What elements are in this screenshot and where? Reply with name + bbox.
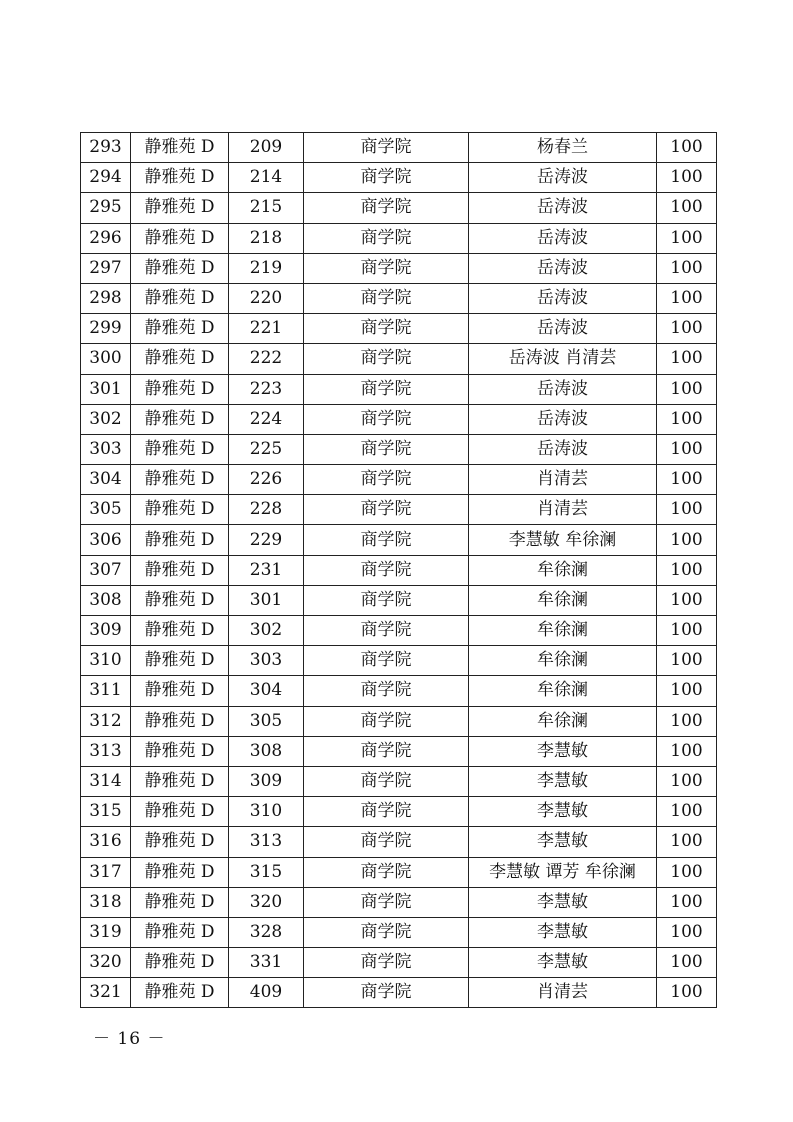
- cell-teacher: 牟徐澜: [469, 646, 657, 676]
- cell-room-number: 209: [229, 133, 304, 163]
- cell-room-number: 331: [229, 948, 304, 978]
- cell-teacher: 岳涛波 肖清芸: [469, 344, 657, 374]
- cell-serial-number: 304: [81, 465, 131, 495]
- cell-building: 静雅苑 D: [131, 223, 229, 253]
- cell-college: 商学院: [304, 646, 469, 676]
- cell-building: 静雅苑 D: [131, 887, 229, 917]
- cell-room-number: 222: [229, 344, 304, 374]
- cell-college: 商学院: [304, 917, 469, 947]
- cell-teacher: 牟徐澜: [469, 585, 657, 615]
- cell-building: 静雅苑 D: [131, 555, 229, 585]
- cell-serial-number: 314: [81, 766, 131, 796]
- cell-building: 静雅苑 D: [131, 736, 229, 766]
- cell-score: 100: [657, 978, 717, 1008]
- cell-room-number: 228: [229, 495, 304, 525]
- cell-college: 商学院: [304, 133, 469, 163]
- table-row: [81, 948, 717, 978]
- cell-teacher: 岳涛波: [469, 163, 657, 193]
- page-number: － 16 －: [93, 1029, 166, 1049]
- cell-college: 商学院: [304, 163, 469, 193]
- cell-teacher: 肖清芸: [469, 978, 657, 1008]
- table-row: [81, 434, 717, 464]
- cell-room-number: 220: [229, 283, 304, 313]
- cell-building: 静雅苑 D: [131, 314, 229, 344]
- cell-room-number: 304: [229, 676, 304, 706]
- cell-serial-number: 306: [81, 525, 131, 555]
- cell-teacher: 牟徐澜: [469, 616, 657, 646]
- cell-college: 商学院: [304, 736, 469, 766]
- cell-serial-number: 298: [81, 283, 131, 313]
- cell-score: 100: [657, 948, 717, 978]
- cell-college: 商学院: [304, 827, 469, 857]
- cell-building: 静雅苑 D: [131, 616, 229, 646]
- cell-score: 100: [657, 857, 717, 887]
- cell-serial-number: 299: [81, 314, 131, 344]
- cell-building: 静雅苑 D: [131, 585, 229, 615]
- cell-building: 静雅苑 D: [131, 676, 229, 706]
- cell-score: 100: [657, 465, 717, 495]
- cell-serial-number: 318: [81, 887, 131, 917]
- cell-score: 100: [657, 193, 717, 223]
- cell-serial-number: 319: [81, 917, 131, 947]
- cell-serial-number: 301: [81, 374, 131, 404]
- cell-serial-number: 294: [81, 163, 131, 193]
- table-row: [81, 736, 717, 766]
- cell-building: 静雅苑 D: [131, 525, 229, 555]
- table-row: [81, 253, 717, 283]
- cell-score: 100: [657, 525, 717, 555]
- cell-college: 商学院: [304, 314, 469, 344]
- cell-room-number: 226: [229, 465, 304, 495]
- cell-room-number: 310: [229, 797, 304, 827]
- dormitory-score-table: [80, 132, 717, 1008]
- cell-college: 商学院: [304, 585, 469, 615]
- cell-teacher: 李慧敏: [469, 797, 657, 827]
- cell-room-number: 303: [229, 646, 304, 676]
- cell-teacher: 岳涛波: [469, 253, 657, 283]
- cell-teacher: 肖清芸: [469, 465, 657, 495]
- cell-college: 商学院: [304, 676, 469, 706]
- table-row: [81, 283, 717, 313]
- cell-teacher: 牟徐澜: [469, 676, 657, 706]
- cell-serial-number: 311: [81, 676, 131, 706]
- cell-serial-number: 316: [81, 827, 131, 857]
- table-row: [81, 374, 717, 404]
- cell-score: 100: [657, 736, 717, 766]
- table-row: [81, 495, 717, 525]
- cell-room-number: 231: [229, 555, 304, 585]
- cell-room-number: 409: [229, 978, 304, 1008]
- cell-college: 商学院: [304, 374, 469, 404]
- cell-teacher: 李慧敏: [469, 917, 657, 947]
- cell-teacher: 李慧敏 谭芳 牟徐澜: [469, 857, 657, 887]
- cell-room-number: 309: [229, 766, 304, 796]
- cell-score: 100: [657, 223, 717, 253]
- cell-teacher: 岳涛波: [469, 314, 657, 344]
- cell-teacher: 牟徐澜: [469, 706, 657, 736]
- cell-serial-number: 308: [81, 585, 131, 615]
- table-row: [81, 827, 717, 857]
- table-row: [81, 163, 717, 193]
- cell-room-number: 219: [229, 253, 304, 283]
- cell-teacher: 岳涛波: [469, 283, 657, 313]
- cell-building: 静雅苑 D: [131, 344, 229, 374]
- cell-teacher: 牟徐澜: [469, 555, 657, 585]
- cell-serial-number: 297: [81, 253, 131, 283]
- cell-teacher: 李慧敏: [469, 766, 657, 796]
- table-row: [81, 646, 717, 676]
- cell-room-number: 229: [229, 525, 304, 555]
- cell-room-number: 221: [229, 314, 304, 344]
- table-body: [81, 133, 717, 1008]
- table-row: [81, 887, 717, 917]
- table-row: [81, 676, 717, 706]
- cell-serial-number: 295: [81, 193, 131, 223]
- cell-room-number: 225: [229, 434, 304, 464]
- cell-building: 静雅苑 D: [131, 434, 229, 464]
- cell-score: 100: [657, 706, 717, 736]
- cell-score: 100: [657, 887, 717, 917]
- cell-teacher: 李慧敏: [469, 887, 657, 917]
- cell-building: 静雅苑 D: [131, 827, 229, 857]
- cell-college: 商学院: [304, 948, 469, 978]
- cell-teacher: 肖清芸: [469, 495, 657, 525]
- cell-serial-number: 312: [81, 706, 131, 736]
- cell-score: 100: [657, 434, 717, 464]
- cell-college: 商学院: [304, 495, 469, 525]
- table-row: [81, 978, 717, 1008]
- cell-serial-number: 307: [81, 555, 131, 585]
- cell-building: 静雅苑 D: [131, 253, 229, 283]
- cell-serial-number: 313: [81, 736, 131, 766]
- table-row: [81, 555, 717, 585]
- cell-building: 静雅苑 D: [131, 283, 229, 313]
- table-row: [81, 917, 717, 947]
- cell-room-number: 328: [229, 917, 304, 947]
- cell-score: 100: [657, 646, 717, 676]
- cell-college: 商学院: [304, 404, 469, 434]
- cell-score: 100: [657, 616, 717, 646]
- cell-score: 100: [657, 676, 717, 706]
- cell-college: 商学院: [304, 193, 469, 223]
- cell-score: 100: [657, 404, 717, 434]
- cell-college: 商学院: [304, 283, 469, 313]
- cell-building: 静雅苑 D: [131, 797, 229, 827]
- cell-teacher: 李慧敏: [469, 948, 657, 978]
- cell-college: 商学院: [304, 555, 469, 585]
- cell-serial-number: 302: [81, 404, 131, 434]
- cell-score: 100: [657, 314, 717, 344]
- table-row: [81, 585, 717, 615]
- table-row: [81, 314, 717, 344]
- cell-building: 静雅苑 D: [131, 193, 229, 223]
- cell-room-number: 224: [229, 404, 304, 434]
- cell-building: 静雅苑 D: [131, 766, 229, 796]
- cell-college: 商学院: [304, 223, 469, 253]
- cell-room-number: 302: [229, 616, 304, 646]
- table-row: [81, 525, 717, 555]
- cell-college: 商学院: [304, 253, 469, 283]
- cell-college: 商学院: [304, 525, 469, 555]
- cell-serial-number: 320: [81, 948, 131, 978]
- table-row: [81, 616, 717, 646]
- table-row: [81, 766, 717, 796]
- cell-serial-number: 296: [81, 223, 131, 253]
- cell-serial-number: 310: [81, 646, 131, 676]
- cell-building: 静雅苑 D: [131, 163, 229, 193]
- cell-room-number: 313: [229, 827, 304, 857]
- cell-college: 商学院: [304, 706, 469, 736]
- cell-college: 商学院: [304, 797, 469, 827]
- cell-building: 静雅苑 D: [131, 646, 229, 676]
- cell-teacher: 李慧敏: [469, 827, 657, 857]
- cell-teacher: 岳涛波: [469, 193, 657, 223]
- cell-building: 静雅苑 D: [131, 465, 229, 495]
- cell-score: 100: [657, 283, 717, 313]
- cell-score: 100: [657, 827, 717, 857]
- cell-serial-number: 317: [81, 857, 131, 887]
- table-row: [81, 344, 717, 374]
- cell-room-number: 214: [229, 163, 304, 193]
- cell-room-number: 308: [229, 736, 304, 766]
- cell-serial-number: 315: [81, 797, 131, 827]
- cell-serial-number: 305: [81, 495, 131, 525]
- cell-college: 商学院: [304, 978, 469, 1008]
- table-row: [81, 465, 717, 495]
- cell-college: 商学院: [304, 616, 469, 646]
- cell-building: 静雅苑 D: [131, 978, 229, 1008]
- cell-teacher: 李慧敏 牟徐澜: [469, 525, 657, 555]
- cell-score: 100: [657, 917, 717, 947]
- cell-building: 静雅苑 D: [131, 917, 229, 947]
- cell-serial-number: 303: [81, 434, 131, 464]
- cell-score: 100: [657, 133, 717, 163]
- cell-college: 商学院: [304, 887, 469, 917]
- cell-room-number: 320: [229, 887, 304, 917]
- cell-college: 商学院: [304, 766, 469, 796]
- table-row: [81, 133, 717, 163]
- cell-serial-number: 321: [81, 978, 131, 1008]
- cell-teacher: 李慧敏: [469, 736, 657, 766]
- cell-building: 静雅苑 D: [131, 404, 229, 434]
- cell-building: 静雅苑 D: [131, 374, 229, 404]
- table-row: [81, 797, 717, 827]
- cell-score: 100: [657, 766, 717, 796]
- cell-building: 静雅苑 D: [131, 948, 229, 978]
- cell-room-number: 218: [229, 223, 304, 253]
- table-row: [81, 857, 717, 887]
- cell-serial-number: 309: [81, 616, 131, 646]
- cell-score: 100: [657, 253, 717, 283]
- cell-teacher: 岳涛波: [469, 374, 657, 404]
- cell-score: 100: [657, 585, 717, 615]
- table-row: [81, 223, 717, 253]
- cell-teacher: 岳涛波: [469, 434, 657, 464]
- cell-college: 商学院: [304, 857, 469, 887]
- cell-score: 100: [657, 163, 717, 193]
- cell-serial-number: 293: [81, 133, 131, 163]
- cell-score: 100: [657, 344, 717, 374]
- cell-serial-number: 300: [81, 344, 131, 374]
- cell-teacher: 岳涛波: [469, 223, 657, 253]
- cell-college: 商学院: [304, 465, 469, 495]
- cell-room-number: 301: [229, 585, 304, 615]
- cell-teacher: 岳涛波: [469, 404, 657, 434]
- cell-college: 商学院: [304, 344, 469, 374]
- table-row: [81, 706, 717, 736]
- table-row: [81, 193, 717, 223]
- cell-building: 静雅苑 D: [131, 706, 229, 736]
- cell-score: 100: [657, 555, 717, 585]
- cell-room-number: 215: [229, 193, 304, 223]
- cell-building: 静雅苑 D: [131, 133, 229, 163]
- cell-building: 静雅苑 D: [131, 857, 229, 887]
- cell-room-number: 315: [229, 857, 304, 887]
- cell-room-number: 305: [229, 706, 304, 736]
- cell-college: 商学院: [304, 434, 469, 464]
- cell-score: 100: [657, 374, 717, 404]
- cell-score: 100: [657, 495, 717, 525]
- cell-room-number: 223: [229, 374, 304, 404]
- cell-score: 100: [657, 797, 717, 827]
- cell-building: 静雅苑 D: [131, 495, 229, 525]
- cell-teacher: 杨春兰: [469, 133, 657, 163]
- table-row: [81, 404, 717, 434]
